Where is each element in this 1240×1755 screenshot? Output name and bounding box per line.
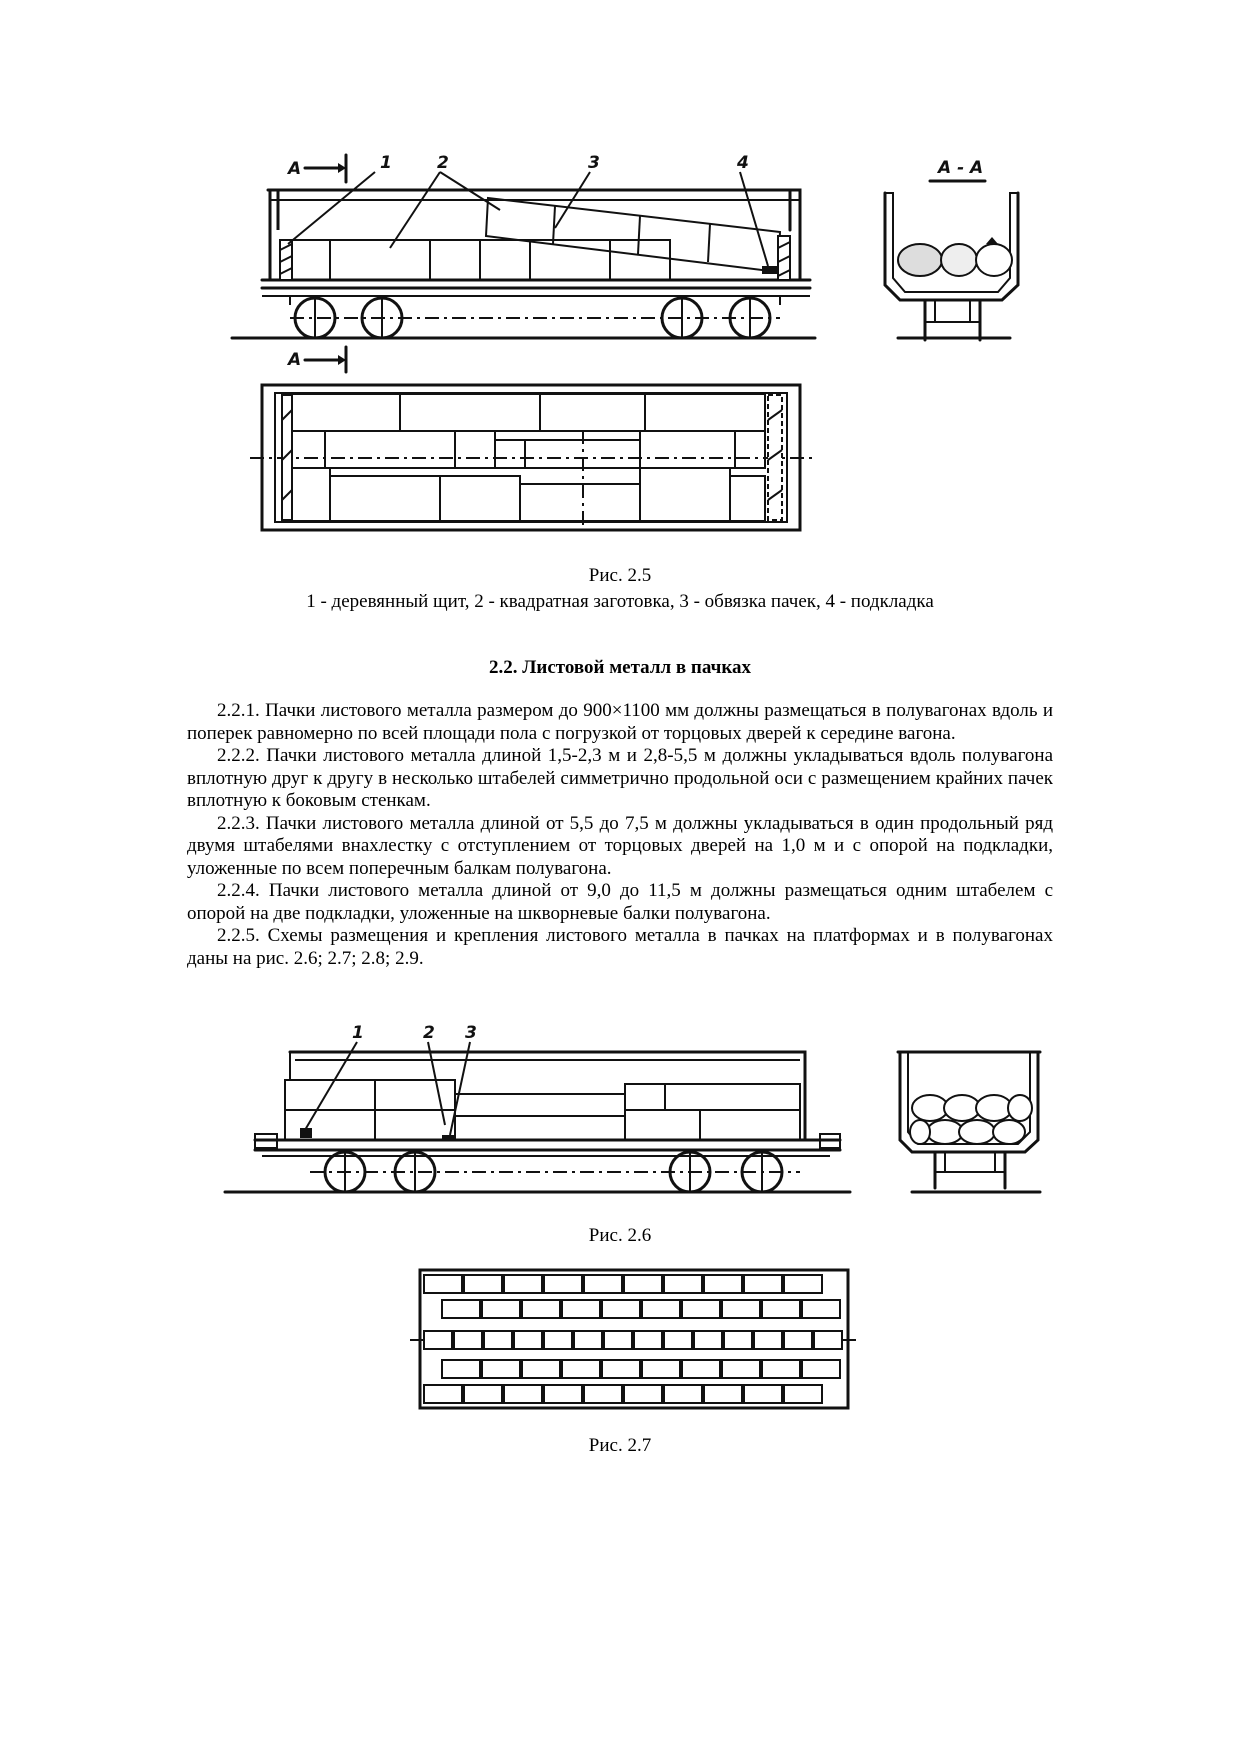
- section-mark-a-top: А: [288, 159, 302, 179]
- figure-2-7-title: Рис. 2.7: [588, 1435, 652, 1456]
- bundle-block: [442, 1300, 480, 1318]
- bundle-block: [584, 1385, 622, 1403]
- bundle-block: [664, 1331, 692, 1349]
- bundle-block: [664, 1275, 702, 1293]
- bundle-block: [562, 1360, 600, 1378]
- callout-3: 3: [588, 153, 600, 173]
- bundle-block: [704, 1275, 742, 1293]
- bundle-block: [544, 1331, 572, 1349]
- bundle-block: [484, 1331, 512, 1349]
- bundle-block: [682, 1360, 720, 1378]
- bundle-block: [522, 1360, 560, 1378]
- bundle-block: [624, 1275, 662, 1293]
- bundle-block: [482, 1360, 520, 1378]
- paragraph-2-2-3: 2.2.3. Пачки листового металла длиной от 5,5 до 7,5 м должны укладываться в один продольный ряд двумя штабелями внахлестку с отступлением от торцовых дверей на 1,0 м и с опорой на подкладки, уложенные по всем поперечным балкам полувагона.: [187, 812, 1053, 879]
- bundle-block: [504, 1275, 542, 1293]
- bundle-block: [724, 1331, 752, 1349]
- bundle-block: [814, 1331, 842, 1349]
- bundle-block: [464, 1275, 502, 1293]
- bundle-block: [604, 1331, 632, 1349]
- figure-2-5-legend: 1 - деревянный щит, 2 - квадратная заготовка, 3 - обвязка пачек, 4 - подкладка: [306, 591, 934, 612]
- bundle-block: [634, 1331, 662, 1349]
- bundle-block: [722, 1300, 760, 1318]
- bundle-block: [424, 1385, 462, 1403]
- paragraph-2-2-1: 2.2.1. Пачки листового металла размером до 900×1100 мм должны размещаться в полувагонах вдоль и поперек равномерно по всей площади пола с погрузкой от торцовых дверей к середине вагона.: [187, 700, 1053, 744]
- bundle-block: [424, 1275, 462, 1293]
- callout-1-fig26: 1: [352, 1023, 364, 1043]
- bundle-block: [802, 1300, 840, 1318]
- bundle-block: [664, 1385, 702, 1403]
- bundle-block: [454, 1331, 482, 1349]
- bundle-block: [704, 1385, 742, 1403]
- bundle-block: [522, 1300, 560, 1318]
- figure-2-5-title: Рис. 2.5: [588, 565, 652, 586]
- callout-4: 4: [737, 153, 749, 173]
- bundle-block: [514, 1331, 542, 1349]
- bundle-block: [722, 1360, 760, 1378]
- bundle-block: [504, 1385, 542, 1403]
- section-mark-a-bottom: А: [288, 350, 302, 370]
- bundle-block: [442, 1360, 480, 1378]
- bundle-block: [694, 1331, 722, 1349]
- paragraph-2-2-5: 2.2.5. Схемы размещения и крепления листового металла в пачках на платформах и в полувагонах даны на рис. 2.6; 2.7; 2.8; 2.9.: [187, 925, 1053, 969]
- bundle-block: [784, 1275, 822, 1293]
- section-heading: 2.2. Листовой металл в пачках: [489, 657, 751, 678]
- bundle-block: [624, 1385, 662, 1403]
- bundle-block: [584, 1275, 622, 1293]
- paragraph-2-2-2: 2.2.2. Пачки листового металла длиной 1,5-2,3 м и 2,8-5,5 м должны укладываться вдоль полувагона вплотную друг к другу в несколько штабелей симметрично продольной оси с размещением крайних пачек вплотную к боковым стенкам.: [187, 745, 1053, 811]
- callout-3-fig26: 3: [465, 1023, 477, 1043]
- bundle-block: [482, 1300, 520, 1318]
- callout-2-fig26: 2: [423, 1023, 435, 1043]
- bundle-block: [602, 1360, 640, 1378]
- callout-2: 2: [437, 153, 449, 173]
- bundle-block: [574, 1331, 602, 1349]
- bundle-block: [762, 1300, 800, 1318]
- bundle-block: [464, 1385, 502, 1403]
- paragraph-2-2-4: 2.2.4. Пачки листового металла длиной от 9,0 до 11,5 м должны размещаться одним штабелем с опорой на две подкладки, уложенные на шкворневые балки полувагона.: [187, 880, 1053, 924]
- bundle-block: [424, 1331, 452, 1349]
- figure-2-6-title: Рис. 2.6: [588, 1225, 652, 1246]
- bundle-block: [754, 1331, 782, 1349]
- bundle-block: [642, 1300, 680, 1318]
- bundle-block: [602, 1300, 640, 1318]
- bundle-block: [784, 1385, 822, 1403]
- callout-1: 1: [380, 153, 392, 173]
- bundle-block: [802, 1360, 840, 1378]
- section-view-label: А - А: [938, 158, 984, 178]
- bundle-block: [642, 1360, 680, 1378]
- bundle-block: [744, 1275, 782, 1293]
- bundle-block: [562, 1300, 600, 1318]
- bundle-block: [784, 1331, 812, 1349]
- bundle-block: [744, 1385, 782, 1403]
- bundle-block: [682, 1300, 720, 1318]
- bundle-block: [762, 1360, 800, 1378]
- bundle-block: [544, 1385, 582, 1403]
- bundle-block: [544, 1275, 582, 1293]
